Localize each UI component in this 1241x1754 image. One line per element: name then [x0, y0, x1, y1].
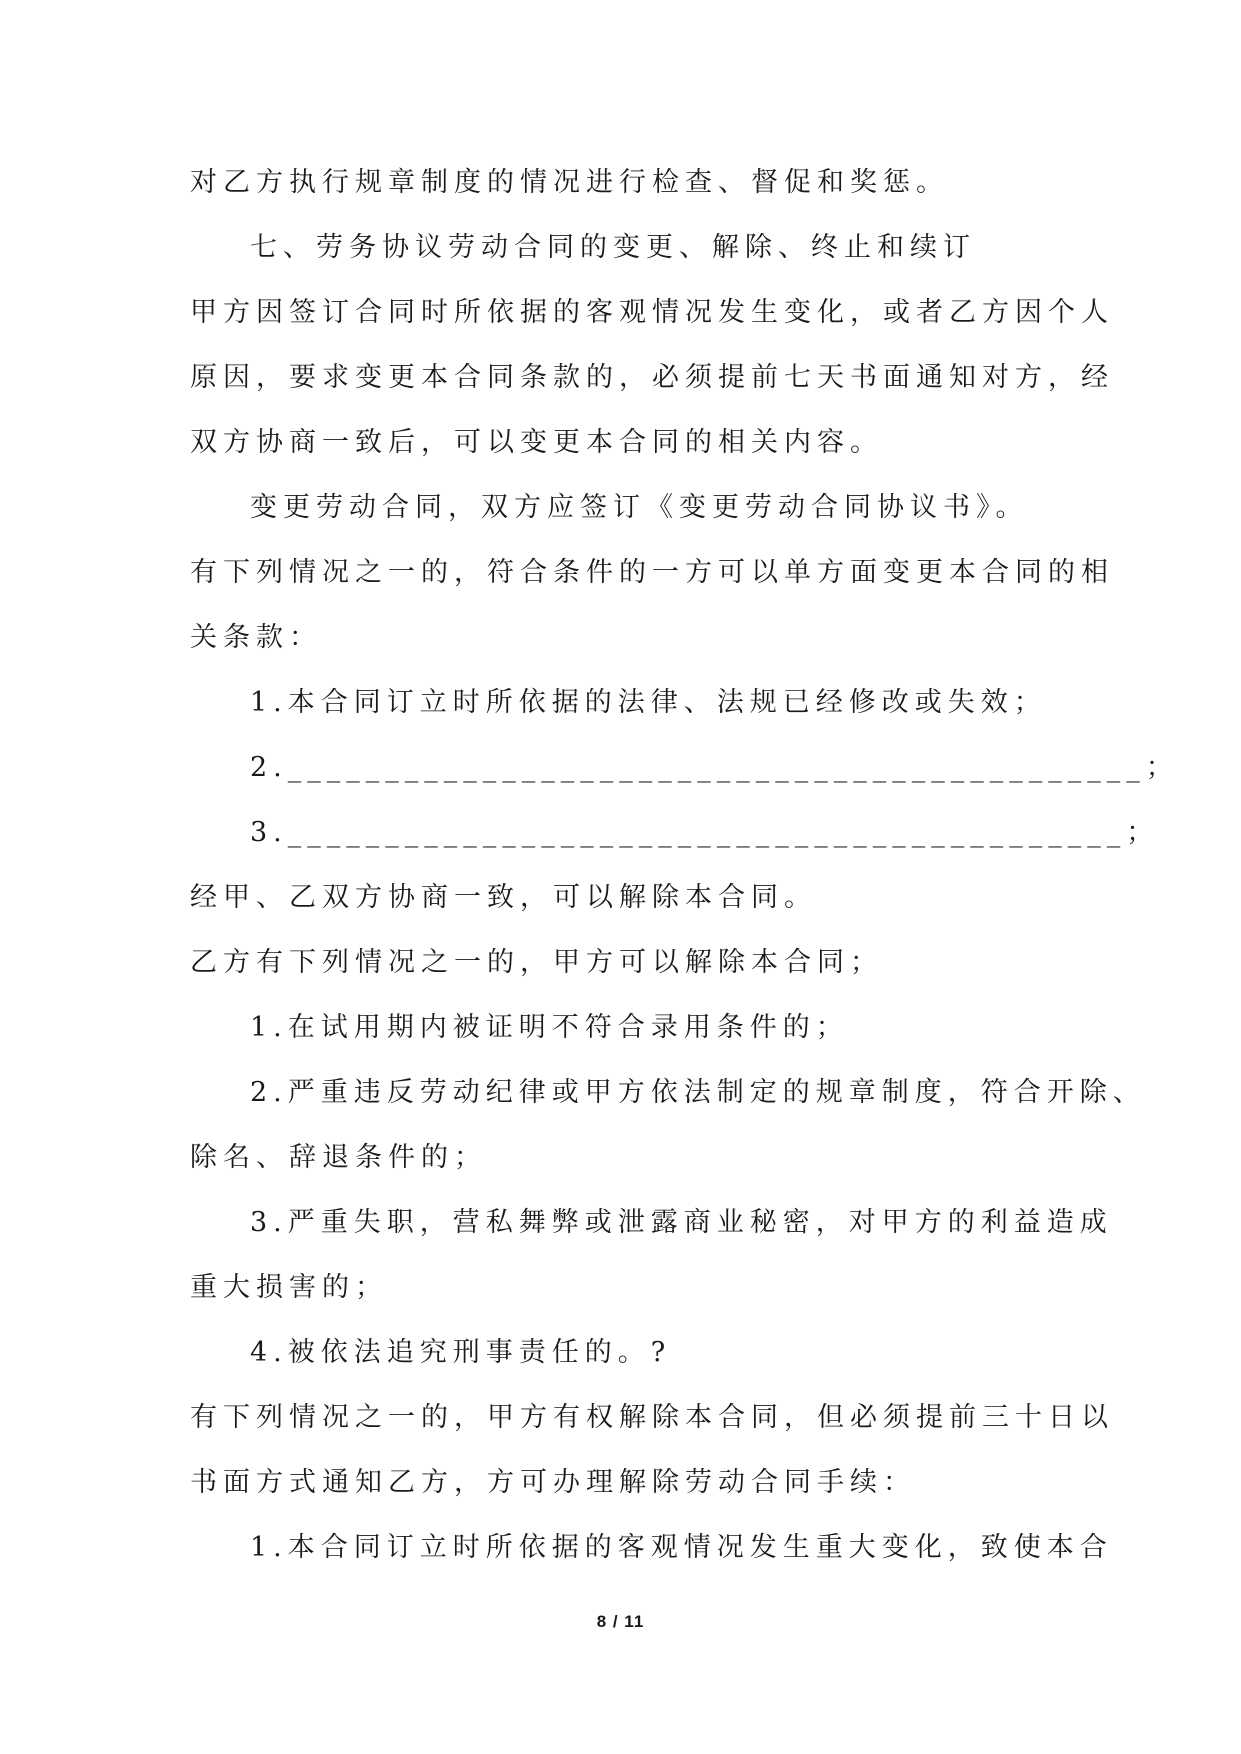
text-line: 关条款：: [190, 622, 322, 653]
text-line: 书面方式通知乙方，方可办理解除劳动合同手续：: [190, 1467, 916, 1498]
list-item: 4.被依法追究刑事责任的。?: [250, 1337, 672, 1368]
text-line: 对乙方执行规章制度的情况进行检查、督促和奖惩。: [190, 167, 949, 198]
list-item: 1.本合同订立时所依据的客观情况发生重大变化，致使本合: [250, 1532, 1113, 1563]
list-item: 2.严重违反劳动纪律或甲方依法制定的规章制度，符合开除、: [250, 1077, 1146, 1108]
page-number: 8 / 11: [596, 1612, 645, 1631]
text-line: 变更劳动合同，双方应签订《变更劳动合同协议书》。: [250, 492, 1029, 523]
blank-list-item: 2.____________________________________________；: [250, 752, 1179, 783]
text-line: 双方协商一致后，可以变更本合同的相关内容。: [190, 427, 883, 458]
document-body: [190, 150, 1179, 1580]
text-line: 甲方因签订合同时所依据的客观情况发生变化，或者乙方因个人: [190, 297, 1114, 328]
text-line: 原因，要求变更本合同条款的，必须提前七天书面通知对方，经: [190, 362, 1114, 393]
text-line: 有下列情况之一的，符合条件的一方可以单方面变更本合同的相: [190, 557, 1114, 588]
text-line: 乙方有下列情况之一的，甲方可以解除本合同；: [190, 947, 883, 978]
text-line: 除名、辞退条件的；: [190, 1142, 487, 1173]
text-line: 有下列情况之一的，甲方有权解除本合同，但必须提前三十日以: [190, 1402, 1114, 1433]
list-item: 3.严重失职，营私舞弊或泄露商业秘密，对甲方的利益造成: [250, 1207, 1113, 1238]
list-item: 1.本合同订立时所依据的法律、法规已经修改或失效；: [250, 687, 1047, 718]
list-item: 1.在试用期内被证明不符合录用条件的；: [250, 1012, 849, 1043]
blank-list-item: 3.___________________________________________；: [250, 817, 1160, 848]
text-line: 经甲、乙双方协商一致，可以解除本合同。: [190, 882, 817, 913]
section-heading: 七、劳务协议劳动合同的变更、解除、终止和续订: [250, 232, 976, 263]
text-line: 重大损害的；: [190, 1272, 388, 1303]
